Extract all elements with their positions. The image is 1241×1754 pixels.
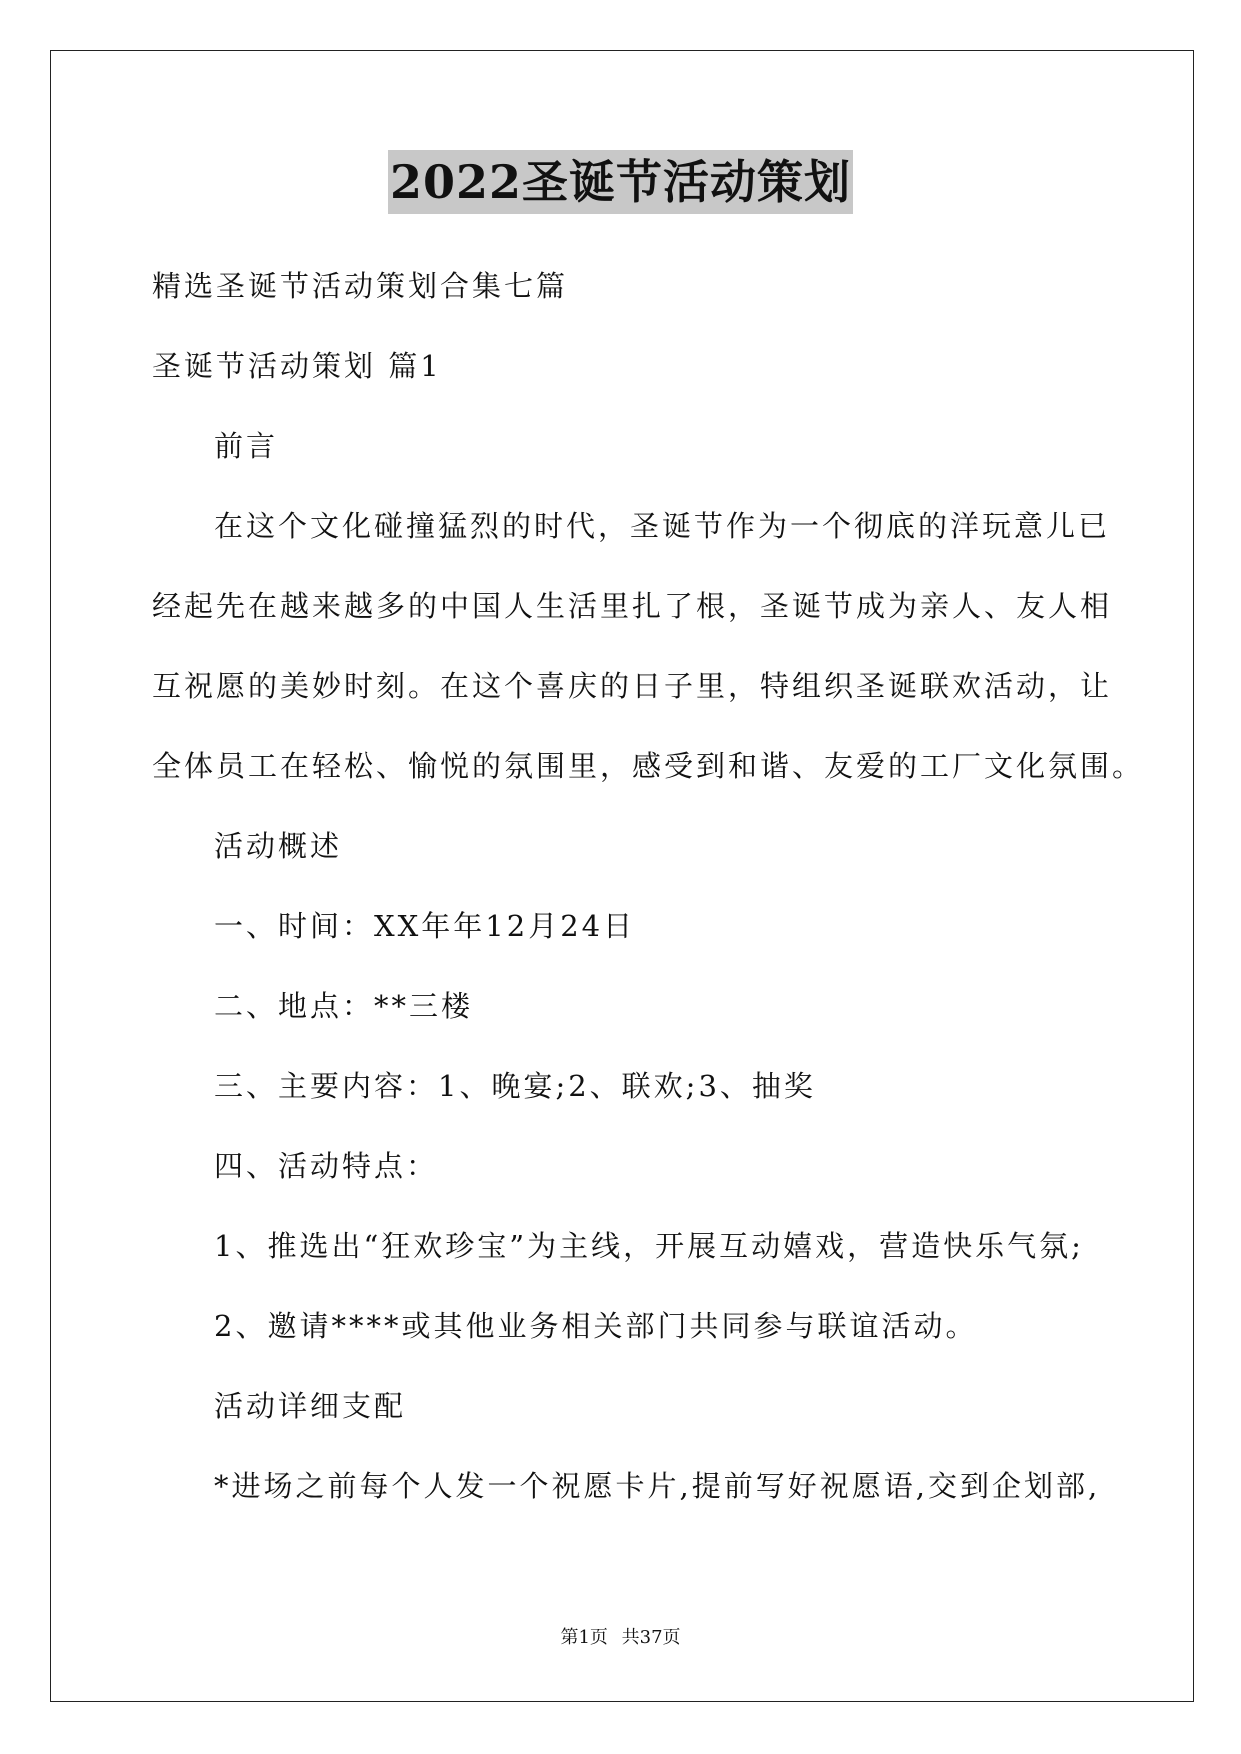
paragraph-line: 经起先在越来越多的中国人生活里扎了根，圣诞节成为亲人、友人相 <box>152 589 1113 623</box>
title-wrap <box>0 150 1241 214</box>
page-total: 共37页 <box>621 1627 681 1648</box>
page-number: 第1页 <box>560 1627 608 1648</box>
paragraph-line: *进场之前每个人发一个祝愿卡片,提前写好祝愿语,交到企划部, <box>214 1469 1101 1503</box>
paragraph-line: 互祝愿的美妙时刻。在这个喜庆的日子里，特组织圣诞联欢活动，让 <box>152 669 1113 703</box>
list-item-time: 一、时间：XX年年12月24日 <box>214 909 636 943</box>
overview-heading: 活动概述 <box>214 829 343 863</box>
document-title: 2022圣诞节活动策划 <box>388 150 853 214</box>
arrangement-heading: 活动详细支配 <box>214 1389 407 1423</box>
preface-heading: 前言 <box>214 429 279 463</box>
section-heading: 圣诞节活动策划 篇1 <box>152 349 442 383</box>
paragraph-line: 全体员工在轻松、愉悦的氛围里，感受到和谐、友爱的工厂文化氛围。 <box>152 749 1145 783</box>
list-item-content: 三、主要内容：1、晚宴;2、联欢;3、抽奖 <box>214 1069 816 1103</box>
list-item-features: 四、活动特点： <box>214 1149 439 1183</box>
feature-item: 1、推选出“狂欢珍宝”为主线，开展互动嬉戏，营造快乐气氛; <box>214 1229 1084 1263</box>
list-item-location: 二、地点：**三楼 <box>214 989 474 1023</box>
feature-item: 2、邀请****或其他业务相关部门共同参与联谊活动。 <box>214 1309 978 1343</box>
page-footer <box>0 1626 1241 1650</box>
subtitle-line: 精选圣诞节活动策划合集七篇 <box>152 269 569 303</box>
paragraph-line: 在这个文化碰撞猛烈的时代，圣诞节作为一个彻底的洋玩意儿已 <box>214 509 1111 543</box>
